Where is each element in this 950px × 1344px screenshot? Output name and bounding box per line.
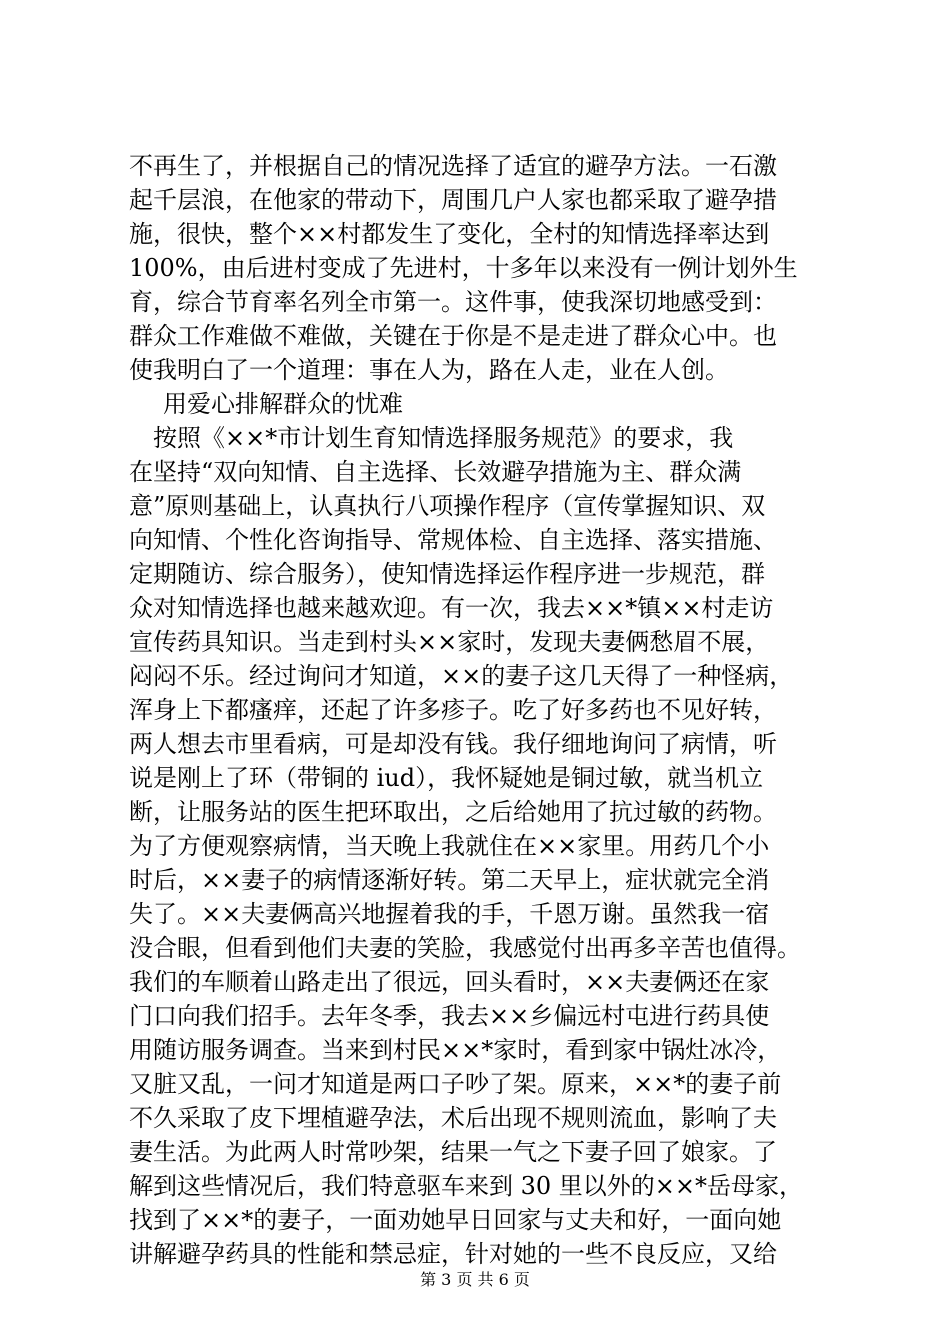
text-line: 找到了××*的妻子，一面劝她早日回家与丈夫和好，一面向她: [129, 1206, 782, 1234]
text-line: 定期随访、综合服务），使知情选择运作程序进一步规范，群: [129, 560, 765, 588]
text-line: 不再生了，并根据自己的情况选择了适宜的避孕方法。一石激: [129, 152, 777, 180]
text-line: 起千层浪，在他家的带动下，周围几户人家也都采取了避孕措: [129, 186, 777, 214]
text-line: 我们的车顺着山路走出了很远，回头看时，××夫妻俩还在家: [129, 968, 770, 996]
text-line: 时后，××妻子的病情逐渐好转。第二天早上，症状就完全消: [129, 866, 770, 894]
text-line: 门口向我们招手。去年冬季，我去××乡偏远村屯进行药具使: [129, 1002, 770, 1030]
text-line: 浑身上下都瘙痒，还起了许多疹子。吃了好多药也不见好转，: [129, 696, 777, 724]
text-line: 按照《××*市计划生育知情选择服务规范》的要求，我: [129, 424, 734, 452]
text-line: 妻生活。为此两人时常吵架，结果一气之下妻子回了娘家。了: [129, 1138, 777, 1166]
text-line: 不久采取了皮下埋植避孕法，术后出现不规则流血，影响了夫: [129, 1104, 777, 1132]
text-line: 众对知情选择也越来越欢迎。有一次，我去××*镇××村走访: [129, 594, 774, 622]
text-line: 在坚持“双向知情、自主选择、长效避孕措施为主、群众满: [129, 458, 742, 486]
text-line: 解到这些情况后，我们特意驱车来到 30 里以外的××*岳母家，: [129, 1172, 804, 1200]
section-heading: 用爱心排解群众的忧难: [163, 390, 403, 418]
text-line: 施，很快，整个××村都发生了变化，全村的知情选择率达到: [129, 220, 770, 248]
text-line: 闷闷不乐。经过询问才知道，××的妻子这几天得了一种怪病，: [129, 662, 794, 690]
text-line: 又脏又乱，一问才知道是两口子吵了架。原来，××*的妻子前: [129, 1070, 782, 1098]
text-line: 用随访服务调查。当来到村民××*家时，看到家中锅灶冰冷，: [129, 1036, 782, 1064]
text-line: 宣传药具知识。当走到村头××家时，发现夫妻俩愁眉不展，: [129, 628, 770, 656]
text-line: 100%，由后进村变成了先进村，十多年以来没有一例计划外生: [129, 254, 798, 282]
text-line: 断，让服务站的医生把环取出，之后给她用了抗过敏的药物。: [129, 798, 777, 826]
text-line: 使我明白了一个道理：事在人为，路在人走，业在人创。: [129, 356, 729, 384]
text-line: 育，综合节育率名列全市第一。这件事，使我深切地感受到：: [129, 288, 777, 316]
page-footer: 第 3 页 共 6 页: [420, 1270, 530, 1289]
text-line: 为了方便观察病情，当天晚上我就住在××家里。用药几个小: [129, 832, 770, 860]
text-line: 讲解避孕药具的性能和禁忌症，针对她的一些不良反应，又给: [129, 1240, 777, 1268]
text-line: 群众工作难做不难做，关键在于你是不是走进了群众心中。也: [129, 322, 777, 350]
text-line: 没合眼，但看到他们夫妻的笑脸，我感觉付出再多辛苦也值得。: [129, 934, 801, 962]
text-line: 向知情、个性化咨询指导、常规体检、自主选择、落实措施、: [129, 526, 777, 554]
text-line: 说是刚上了环（带铜的 iud），我怀疑她是铜过敏，就当机立: [129, 764, 764, 792]
text-line: 失了。××夫妻俩高兴地握着我的手，千恩万谢。虽然我一宿: [129, 900, 770, 928]
text-line: 意”原则基础上，认真执行八项操作程序（宣传掌握知识、双: [129, 492, 766, 520]
text-line: 两人想去市里看病，可是却没有钱。我仔细地询问了病情，听: [129, 730, 777, 758]
